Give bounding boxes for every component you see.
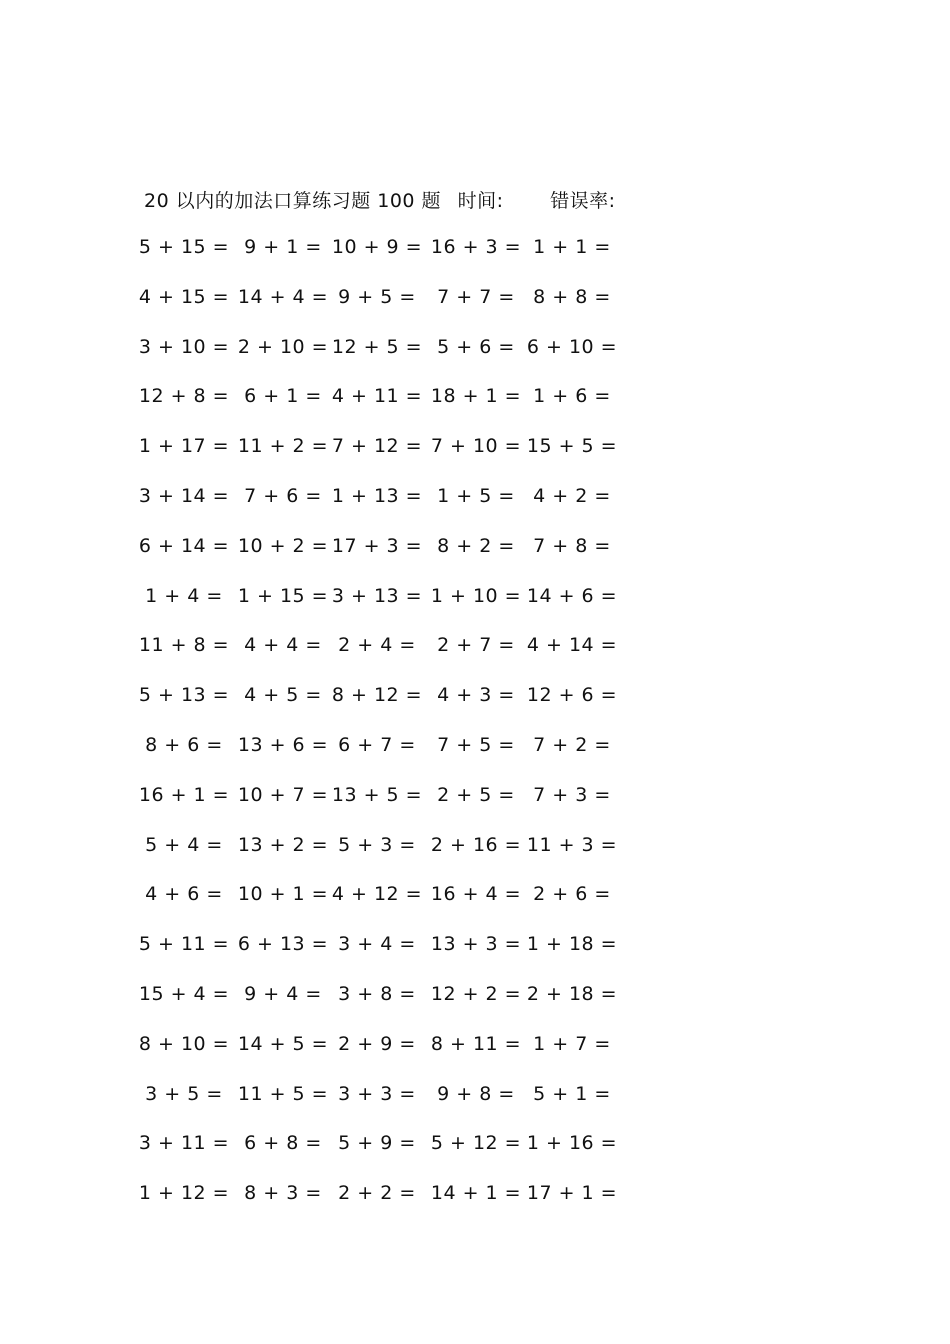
problem-item: 13 + 6 = — [237, 734, 329, 756]
problem-item: 2 + 2 = — [338, 1182, 416, 1205]
problem-item: 3 + 11 = — [138, 1132, 230, 1155]
problem-item: 12 + 2 = — [430, 983, 522, 1005]
problem-item: 7 + 2 = — [533, 734, 611, 756]
problem-item: 14 + 4 = — [237, 285, 329, 308]
problem-item: 6 + 7 = — [338, 734, 416, 756]
problem-item: 7 + 3 = — [533, 783, 611, 806]
problem-item: 1 + 16 = — [526, 1132, 618, 1155]
problem-item: 14 + 1 = — [430, 1182, 522, 1205]
problem-item: 4 + 4 = — [244, 634, 322, 657]
problem-item: 8 + 6 = — [145, 734, 223, 756]
problem-item: 8 + 2 = — [437, 534, 515, 557]
problem-item: 13 + 2 = — [237, 833, 329, 856]
problem-item: 15 + 4 = — [138, 983, 230, 1005]
problem-item: 4 + 6 = — [145, 883, 223, 906]
problem-item: 14 + 5 = — [237, 1032, 329, 1055]
problem-item: 9 + 4 = — [244, 983, 322, 1005]
problem-item: 4 + 12 = — [331, 883, 423, 906]
problem-item: 4 + 5 = — [244, 684, 322, 707]
problem-item: 13 + 5 = — [331, 783, 423, 806]
problem-item: 9 + 5 = — [338, 285, 416, 308]
problem-item: 12 + 5 = — [331, 335, 423, 358]
problem-item: 8 + 10 = — [138, 1032, 230, 1055]
problem-item: 8 + 8 = — [533, 285, 611, 308]
problem-item: 14 + 6 = — [526, 584, 618, 607]
time-label: 时间: — [457, 190, 504, 212]
problem-item: 17 + 3 = — [331, 534, 423, 557]
problem-item: 8 + 12 = — [331, 684, 423, 707]
problem-item: 10 + 1 = — [237, 883, 329, 906]
problem-item: 7 + 10 = — [430, 435, 522, 458]
problem-item: 5 + 9 = — [338, 1132, 416, 1155]
problem-item: 10 + 7 = — [237, 783, 329, 806]
problem-item: 1 + 15 = — [237, 584, 329, 607]
problem-item: 6 + 14 = — [138, 534, 230, 557]
problem-item: 3 + 13 = — [331, 584, 423, 607]
problem-item: 1 + 18 = — [526, 933, 618, 956]
problem-item: 3 + 10 = — [138, 335, 230, 358]
problem-item: 10 + 9 = — [331, 236, 423, 258]
problem-item: 9 + 1 = — [244, 236, 322, 258]
problem-item: 5 + 15 = — [138, 236, 230, 258]
problem-item: 6 + 13 = — [237, 933, 329, 956]
problem-item: 11 + 8 = — [138, 634, 230, 657]
problem-item: 7 + 8 = — [533, 534, 611, 557]
problem-item: 12 + 6 = — [526, 684, 618, 707]
problem-item: 1 + 6 = — [533, 385, 611, 408]
problem-item: 11 + 5 = — [237, 1082, 329, 1105]
problem-item: 1 + 13 = — [331, 485, 423, 507]
problem-item: 5 + 12 = — [430, 1132, 522, 1155]
problem-item: 4 + 14 = — [526, 634, 618, 657]
problem-item: 3 + 4 = — [338, 933, 416, 956]
problem-item: 2 + 9 = — [338, 1032, 416, 1055]
problem-item: 8 + 3 = — [244, 1182, 322, 1205]
problem-item: 10 + 2 = — [237, 534, 329, 557]
problem-item: 3 + 5 = — [145, 1082, 223, 1105]
problem-item: 3 + 14 = — [138, 485, 230, 507]
problem-item: 5 + 3 = — [338, 833, 416, 856]
problem-item: 2 + 18 = — [526, 983, 618, 1005]
problem-item: 16 + 4 = — [430, 883, 522, 906]
problem-item: 17 + 1 = — [526, 1182, 618, 1205]
problem-item: 5 + 6 = — [437, 335, 515, 358]
problem-item: 13 + 3 = — [430, 933, 522, 956]
problem-item: 6 + 8 = — [244, 1132, 322, 1155]
problem-item: 2 + 5 = — [437, 783, 515, 806]
problem-item: 11 + 3 = — [526, 833, 618, 856]
problem-item: 7 + 6 = — [244, 485, 322, 507]
problem-item: 3 + 3 = — [338, 1082, 416, 1105]
problem-item: 11 + 2 = — [237, 435, 329, 458]
problem-item: 15 + 5 = — [526, 435, 618, 458]
problem-item: 12 + 8 = — [138, 385, 230, 408]
problem-item: 1 + 10 = — [430, 584, 522, 607]
problem-item: 8 + 11 = — [430, 1032, 522, 1055]
problem-item: 9 + 8 = — [437, 1082, 515, 1105]
problem-item: 6 + 1 = — [244, 385, 322, 408]
problem-item: 1 + 4 = — [145, 584, 223, 607]
worksheet-title: 20 以内的加法口算练习题 100 题 — [144, 190, 442, 212]
problem-item: 18 + 1 = — [430, 385, 522, 408]
problem-item: 5 + 13 = — [138, 684, 230, 707]
problem-item: 3 + 8 = — [338, 983, 416, 1005]
problem-item: 4 + 2 = — [533, 485, 611, 507]
problem-item: 4 + 3 = — [437, 684, 515, 707]
problem-item: 5 + 11 = — [138, 933, 230, 956]
problem-item: 7 + 5 = — [437, 734, 515, 756]
problem-item: 5 + 1 = — [533, 1082, 611, 1105]
problem-item: 1 + 1 = — [533, 236, 611, 258]
problem-item: 4 + 15 = — [138, 285, 230, 308]
problem-item: 7 + 12 = — [331, 435, 423, 458]
problem-item: 2 + 6 = — [533, 883, 611, 906]
problem-item: 2 + 16 = — [430, 833, 522, 856]
problem-item: 1 + 12 = — [138, 1182, 230, 1205]
problem-item: 5 + 4 = — [145, 833, 223, 856]
problem-item: 2 + 7 = — [437, 634, 515, 657]
problem-item: 7 + 7 = — [437, 285, 515, 308]
problem-item: 4 + 11 = — [331, 385, 423, 408]
problem-item: 2 + 4 = — [338, 634, 416, 657]
error-rate-label: 错误率: — [550, 190, 616, 212]
problem-item: 16 + 1 = — [138, 783, 230, 806]
problem-item: 2 + 10 = — [237, 335, 329, 358]
problem-item: 1 + 7 = — [533, 1032, 611, 1055]
problem-item: 6 + 10 = — [526, 335, 618, 358]
problem-item: 1 + 5 = — [437, 485, 515, 507]
problem-item: 16 + 3 = — [430, 236, 522, 258]
problem-item: 1 + 17 = — [138, 435, 230, 458]
